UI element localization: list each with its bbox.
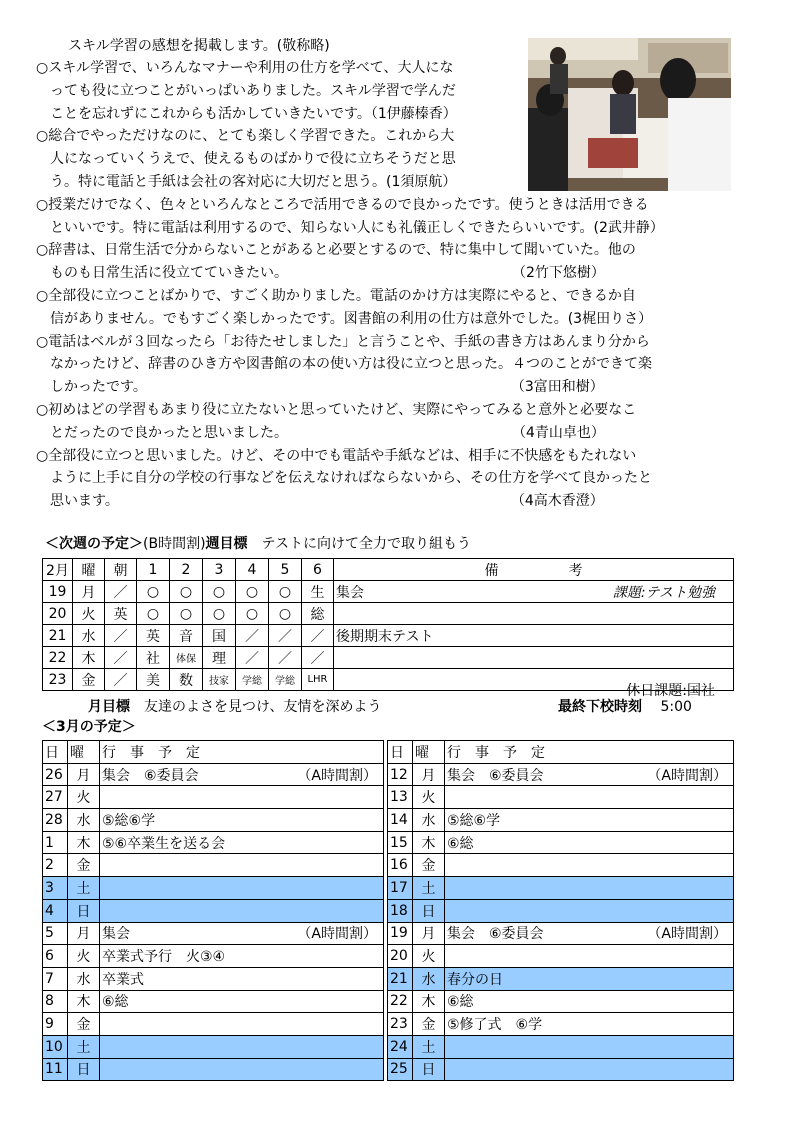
table-row [388,990,734,1013]
event-text: 集会 ⑥委員会 [102,767,199,784]
event-cell [445,1013,734,1036]
table-row [43,854,384,877]
dismissal-row [558,697,692,717]
period-cell: ／ [269,647,302,669]
comment-line: ものも日常生活に役立てていきたい。 （2竹下悠樹） [36,265,605,282]
comment-line: ○全部役に立つと思いました。けど、その中でも電話や手紙などは、相手に不快感をもたれない [36,447,637,464]
date-cell: 1 [43,831,68,854]
header-cell: 日 [388,741,413,764]
timetable-note: （A時間割） [647,767,727,784]
weekday-cell: 木 [68,990,100,1013]
date-cell: 21 [43,625,73,647]
header-cell: 行 事 予 定 [445,741,734,764]
table-row [43,831,384,854]
comment-line: ○初めはどの学習もあまり役に立たないと思っていたけど、実際にやってみると意外と必要なこ [36,402,637,418]
comment-line: 人になっていくうえで、使えるものばかりで役に立ちそうだと思 [36,151,456,168]
event-cell [100,1058,384,1081]
event-cell [100,899,384,922]
table-row [388,1035,734,1058]
weekday-cell: 金 [73,669,105,691]
classroom-photo [528,38,731,191]
header-cell: 5 [269,559,302,581]
weekday-cell: 水 [413,809,445,832]
morning-cell: ／ [105,647,137,669]
comment-line: 信がありません。でもすごく楽しかったです。図書館の利用の仕方は意外でした。(3梶田りさ） [36,310,653,327]
event-text: ⑥総 [102,994,129,1011]
event-cell [445,877,734,900]
table-header-row [43,559,734,581]
event-cell [445,922,734,945]
event-text: ⑤修了式 ⑥学 [447,1017,543,1034]
date-cell: 2 [43,854,68,877]
date-cell: 16 [388,854,413,877]
date-cell: 7 [43,967,68,990]
timetable-note: （A時間割） [297,926,377,943]
comment-line: とだったので良かったと思いました。 （4青山卓也） [36,424,605,441]
weekday-cell: 木 [73,647,105,669]
comment-line: ○授業だけでなく、色々といろんなところで活用できるので良かったです。使うときは活用できる [36,196,649,213]
comment-line: う。特に電話と手紙は会社の客対応に大切だと思う。(1須原航） [36,174,457,190]
table-row [43,877,384,900]
date-cell: 22 [388,990,413,1013]
date-cell: 22 [43,647,73,669]
weekday-cell: 水 [68,809,100,832]
date-cell: 6 [43,945,68,968]
table-row [388,1058,734,1081]
table-row [43,581,734,603]
table-row [43,922,384,945]
weekday-cell: 金 [413,1013,445,1036]
table-row [388,877,734,900]
note-cell [334,603,734,625]
table-row [43,763,384,786]
period-cell: LHR [302,669,334,691]
comment-line: ○辞書は、日常生活で分からないことがあると必要とするので、特に集中して聞いていた。他の [36,242,636,259]
intro-text: スキル学習の感想を掲載します。(敬称略) [68,38,330,54]
comment-line: ○電話はベルが３回なったら「お待たせしました」と言うことや、手紙の書き方はあんまり分から [36,333,650,350]
period-cell: 学総 [236,669,269,691]
comment-line: ○総合でやっただけなのに、とても楽しく学習できた。これから大 [36,128,455,145]
period-cell: ／ [236,647,269,669]
header-cell: 曜 [73,559,105,581]
period-cell: ○ [137,581,170,603]
period-cell: 数 [170,669,203,691]
date-cell: 21 [388,967,413,990]
header-cell: 朝 [105,559,137,581]
date-cell: 8 [43,990,68,1013]
header-cell: 曜 [68,741,100,764]
header-cell: 2月 [43,559,73,581]
table-row [43,786,384,809]
event-cell [100,877,384,900]
weekday-cell: 火 [68,786,100,809]
event-cell [445,763,734,786]
weekday-cell: 火 [413,945,445,968]
period-cell: 社 [137,647,170,669]
note-cell [334,581,734,603]
date-cell: 14 [388,809,413,832]
weekday-cell: 水 [413,967,445,990]
date-cell: 17 [388,877,413,900]
table-row [388,786,734,809]
weekday-cell: 火 [413,786,445,809]
date-cell: 10 [43,1035,68,1058]
comment-line: ○全部役に立つことばかりで、すごく助かりました。電話のかけ方は実際にやると、できるか自 [36,288,636,304]
event-text: 集会 [102,926,130,943]
table-row [388,967,734,990]
month-goal-row [88,697,381,717]
next-week-title: ＜次週の予定＞ [45,536,143,552]
event-text: ⑥総 [447,835,474,852]
header-cell: 日 [43,741,68,764]
date-cell: 26 [43,763,68,786]
period-cell: 国 [203,625,236,647]
table-row [43,967,384,990]
weekday-cell: 金 [413,854,445,877]
event-text: ⑥総 [447,994,474,1011]
table-row [43,1035,384,1058]
period-cell: 生 [302,581,334,603]
march-heading: ＜3月の予定＞ [42,719,136,735]
period-cell: 美 [137,669,170,691]
event-cell [100,1035,384,1058]
note-text: 集会 [336,584,364,601]
header-cell: 4 [236,559,269,581]
table-row [388,763,734,786]
header-cell: 曜 [413,741,445,764]
date-cell: 27 [43,786,68,809]
table-header-row [43,741,384,764]
dismissal-time: 5:00 [660,699,692,715]
weekday-cell: 日 [413,1058,445,1081]
weekday-cell: 日 [413,899,445,922]
event-cell [445,899,734,922]
period-cell: 音 [170,625,203,647]
date-cell: 11 [43,1058,68,1081]
event-cell [445,831,734,854]
note-cell [334,625,734,647]
weekday-cell: 金 [68,854,100,877]
weekday-cell: 水 [73,625,105,647]
date-cell: 28 [43,809,68,832]
weekday-cell: 水 [68,967,100,990]
comment-line: ように上手に自分の学校の行事などを伝えなければならないから、その仕方を学べて良かったと [36,470,652,487]
table-row [43,1013,384,1036]
event-cell [445,1035,734,1058]
event-text: ⑤総⑥学 [447,812,501,829]
morning-cell: 英 [105,603,137,625]
weekday-cell: 火 [73,603,105,625]
event-cell [100,763,384,786]
timetable-note: （A時間割） [647,926,727,943]
note-right-text: 休日課題:国社 [626,682,715,699]
weekday-cell: 土 [68,877,100,900]
weekday-cell: 日 [68,899,100,922]
event-cell [100,1013,384,1036]
date-cell: 5 [43,922,68,945]
period-cell: ／ [302,625,334,647]
period-cell: ○ [170,603,203,625]
morning-cell: ／ [105,669,137,691]
morning-cell: ／ [105,625,137,647]
period-cell: ○ [170,581,203,603]
date-cell: 23 [43,669,73,691]
event-cell [100,786,384,809]
comment-line: っても役に立つことがいっぱいありました。スキル学習で学んだ [36,82,456,99]
note-cell [334,669,734,699]
weekday-cell: 月 [413,763,445,786]
date-cell: 20 [388,945,413,968]
period-cell: 総 [302,603,334,625]
period-cell: 理 [203,647,236,669]
period-cell: ○ [236,581,269,603]
period-cell: ／ [302,647,334,669]
event-cell [100,854,384,877]
date-cell: 12 [388,763,413,786]
period-cell: ○ [203,603,236,625]
weekday-cell: 月 [68,763,100,786]
period-cell: ／ [269,625,302,647]
event-cell [100,967,384,990]
date-cell: 19 [43,581,73,603]
next-week-sub: (B時間割) [143,536,206,552]
event-cell [100,945,384,968]
table-row [43,603,734,625]
note-cell [334,647,734,669]
weekday-cell: 土 [68,1035,100,1058]
table-row [388,899,734,922]
date-cell: 3 [43,877,68,900]
comment-line: ○スキル学習で、いろんなマナーや利用の仕方を学べて、大人にな [36,60,454,76]
table-row [43,990,384,1013]
weekday-cell: 月 [73,581,105,603]
event-text: 卒業式 [102,971,144,988]
table-row [388,831,734,854]
date-cell: 18 [388,899,413,922]
weekday-cell: 火 [68,945,100,968]
weekday-cell: 月 [413,922,445,945]
table-row [388,1013,734,1036]
period-cell: 英 [137,625,170,647]
event-cell [445,1058,734,1081]
period-cell: 学総 [269,669,302,691]
comment-line: ことを忘れずにこれからも活かしていきたいです。（1伊藤榛香） [36,105,457,122]
note-right-text: 課題:テスト勉強 [612,584,715,601]
week-goal: テストに向けて全力で取り組もう [261,536,471,552]
table-row [43,647,734,669]
dismissal-label: 最終下校時刻 [558,699,642,715]
period-cell: ○ [269,581,302,603]
event-cell [100,809,384,832]
march-table-right [387,740,734,1081]
event-text: 卒業式予行 火③④ [102,949,226,966]
weekday-cell: 土 [413,877,445,900]
header-cell: 1 [137,559,170,581]
header-cell: 6 [302,559,334,581]
table-header-row [388,741,734,764]
event-cell [445,809,734,832]
table-row [43,899,384,922]
date-cell: 23 [388,1013,413,1036]
weekday-cell: 木 [413,990,445,1013]
event-cell [100,831,384,854]
event-cell [100,922,384,945]
header-cell: 備 考 [334,559,734,581]
week-goal-label: 週目標 [205,536,248,552]
event-cell [445,990,734,1013]
weekday-cell: 木 [68,831,100,854]
event-cell [445,945,734,968]
event-cell [100,990,384,1013]
period-cell: ／ [236,625,269,647]
table-row [388,809,734,832]
event-text: 春分の日 [447,971,503,988]
event-cell [445,854,734,877]
comment-line: しかったです。 （3富田和樹） [36,379,604,396]
morning-cell: ／ [105,581,137,603]
event-text: 集会 ⑥委員会 [447,926,544,943]
month-goal: 友達のよさを見つけ、友情を深めよう [144,699,382,715]
weekday-cell: 土 [413,1035,445,1058]
table-row [388,945,734,968]
weekday-cell: 木 [413,831,445,854]
date-cell: 9 [43,1013,68,1036]
table-row [43,945,384,968]
table-row [43,1058,384,1081]
timetable-note: （A時間割） [297,767,377,784]
date-cell: 15 [388,831,413,854]
header-cell: 3 [203,559,236,581]
period-cell: ○ [203,581,236,603]
event-cell [445,967,734,990]
table-row [43,809,384,832]
date-cell: 25 [388,1058,413,1081]
table-row [388,854,734,877]
period-cell: 技家 [203,669,236,691]
weekday-cell: 金 [68,1013,100,1036]
next-week-heading [45,534,471,554]
date-cell: 13 [388,786,413,809]
weekday-cell: 日 [68,1058,100,1081]
event-text: ⑤総⑥学 [102,812,156,829]
month-goal-label: 月目標 [88,699,130,715]
date-cell: 19 [388,922,413,945]
date-cell: 4 [43,899,68,922]
table-row [43,625,734,647]
period-cell: 体保 [170,647,203,669]
table-row [388,922,734,945]
date-cell: 24 [388,1035,413,1058]
comment-line: といいです。特に電話は利用するので、知らない人にも礼儀正しくできたらいいです。(2武井静） [36,219,664,236]
note-text: 後期期末テスト [336,628,434,645]
comment-line: 思います。 （4高木香澄） [36,493,604,510]
table-row [43,669,734,691]
comment-line: なかったけど、辞書のひき方や図書館の本の使い方は役に立つと思った。４つのことができて楽 [36,356,652,373]
event-text: 集会 ⑥委員会 [447,767,544,784]
event-cell [445,786,734,809]
period-cell: ○ [236,603,269,625]
date-cell: 20 [43,603,73,625]
period-cell: ○ [137,603,170,625]
march-table-left [42,740,384,1081]
weekday-cell: 月 [68,922,100,945]
period-cell: ○ [269,603,302,625]
event-text: ⑤⑥卒業生を送る会 [102,835,226,852]
next-week-table [42,558,734,699]
header-cell: 行 事 予 定 [100,741,384,764]
header-cell: 2 [170,559,203,581]
